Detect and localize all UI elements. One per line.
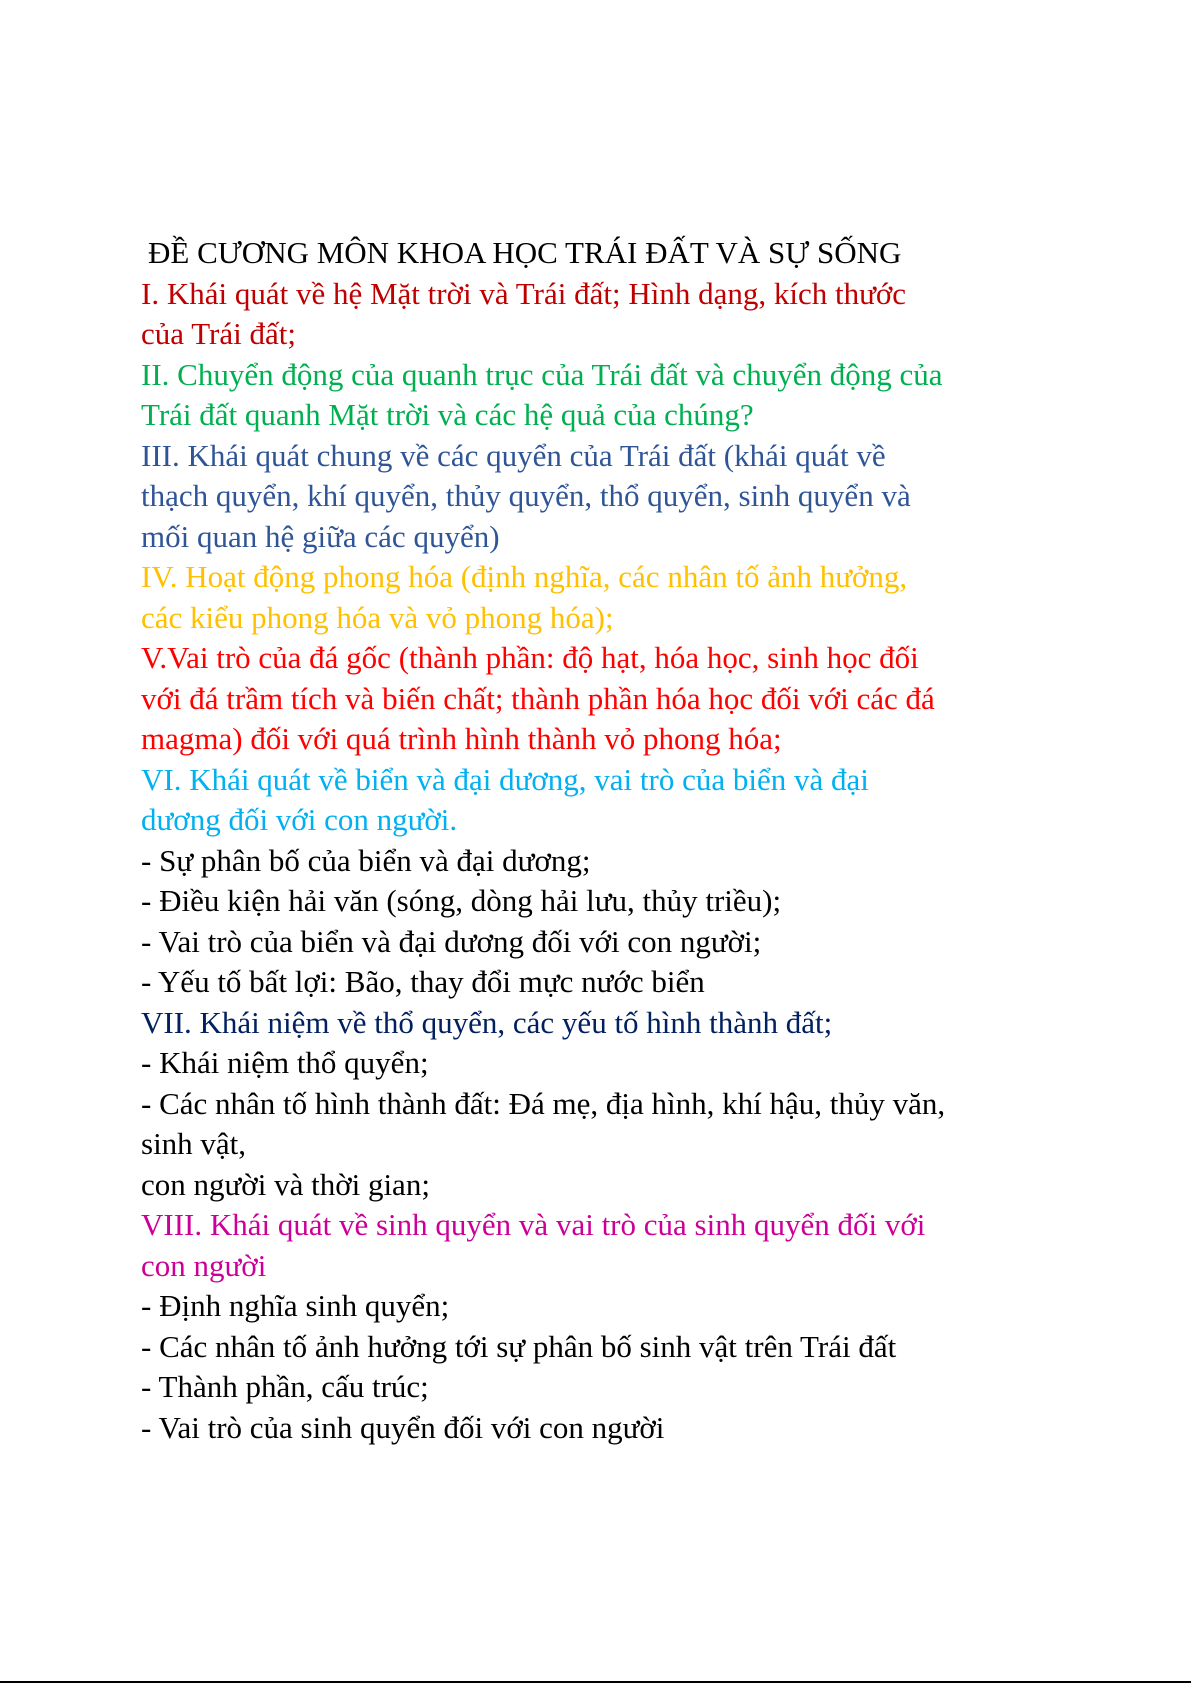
list-item: - Sự phân bố của biển và đại dương; bbox=[141, 842, 591, 878]
heading-line: con người bbox=[141, 1247, 267, 1283]
heading-line: VII. Khái niệm về thổ quyển, các yếu tố hình thành đất; bbox=[141, 1004, 833, 1040]
section-heading bbox=[141, 274, 1071, 355]
section-7 bbox=[141, 1003, 1071, 1206]
section-4 bbox=[141, 557, 1071, 638]
section-heading bbox=[141, 436, 1071, 558]
heading-line: dương đối với con người. bbox=[141, 802, 458, 837]
heading-line: mối quan hệ giữa các quyển) bbox=[141, 518, 500, 554]
section-item-list bbox=[141, 841, 1071, 1003]
section-heading bbox=[141, 1205, 1071, 1286]
heading-line: II. Chuyển động của quanh trục của Trái đất và chuyển động của bbox=[141, 356, 943, 392]
heading-line: của Trái đất; bbox=[141, 316, 296, 351]
list-item: - Các nhân tố hình thành đất: Đá mẹ, địa hình, khí hậu, thủy văn, bbox=[141, 1085, 946, 1121]
heading-line: IV. Hoạt động phong hóa (định nghĩa, các nhân tố ảnh hưởng, bbox=[141, 559, 908, 594]
list-item: - Vai trò của sinh quyển đối với con người bbox=[141, 1409, 665, 1445]
section-1 bbox=[141, 274, 1071, 355]
list-item: con người và thời gian; bbox=[141, 1166, 430, 1202]
heading-line: III. Khái quát chung về các quyển của Trái đất (khái quát về bbox=[141, 437, 886, 473]
document-title: ĐỀ CƯƠNG MÔN KHOA HỌC TRÁI ĐẤT VÀ SỰ SỐNG bbox=[148, 235, 902, 270]
section-3 bbox=[141, 436, 1071, 558]
document-content bbox=[141, 233, 1071, 1448]
heading-line: VI. Khái quát về biển và đại dương, vai trò của biển và đại bbox=[141, 761, 869, 797]
heading-line: các kiểu phong hóa và vỏ phong hóa); bbox=[141, 599, 614, 635]
heading-line: thạch quyển, khí quyển, thủy quyển, thổ quyển, sinh quyển và bbox=[141, 478, 911, 513]
list-item: - Yếu tố bất lợi: Bão, thay đổi mực nước biển bbox=[141, 964, 705, 999]
section-6 bbox=[141, 760, 1071, 1003]
heading-line: VIII. Khái quát về sinh quyển và vai trò của sinh quyển đối với bbox=[141, 1207, 926, 1242]
list-item: - Các nhân tố ảnh hưởng tới sự phân bố sinh vật trên Trái đất bbox=[141, 1328, 897, 1364]
section-heading bbox=[141, 557, 1071, 638]
heading-line: magma) đối với quá trình hình thành vỏ phong hóa; bbox=[141, 721, 782, 756]
list-item: sinh vật, bbox=[141, 1126, 247, 1161]
heading-line: V.Vai trò của đá gốc (thành phần: độ hạt, hóa học, sinh học đối bbox=[141, 640, 919, 675]
heading-line: Trái đất quanh Mặt trời và các hệ quả của chúng? bbox=[141, 397, 754, 432]
section-heading bbox=[141, 638, 1071, 760]
list-item: - Khái niệm thổ quyển; bbox=[141, 1045, 429, 1080]
section-heading bbox=[141, 355, 1071, 436]
heading-line: với đá trầm tích và biến chất; thành phần hóa học đối với các đá bbox=[141, 680, 935, 716]
section-heading bbox=[141, 1003, 1071, 1044]
section-5 bbox=[141, 638, 1071, 760]
section-2 bbox=[141, 355, 1071, 436]
section-item-list bbox=[141, 1286, 1071, 1448]
section-8 bbox=[141, 1205, 1071, 1448]
list-item: - Điều kiện hải văn (sóng, dòng hải lưu, thủy triều); bbox=[141, 883, 782, 918]
page-bottom-rule bbox=[0, 1681, 1191, 1683]
list-item: - Vai trò của biển và đại dương đối với con người; bbox=[141, 923, 762, 959]
list-item: - Thành phần, cấu trúc; bbox=[141, 1369, 429, 1404]
list-item: - Định nghĩa sinh quyển; bbox=[141, 1288, 450, 1323]
heading-line: I. Khái quát về hệ Mặt trời và Trái đất; Hình dạng, kích thước bbox=[141, 275, 907, 311]
section-item-list bbox=[141, 1043, 1071, 1205]
section-heading bbox=[141, 760, 1071, 841]
